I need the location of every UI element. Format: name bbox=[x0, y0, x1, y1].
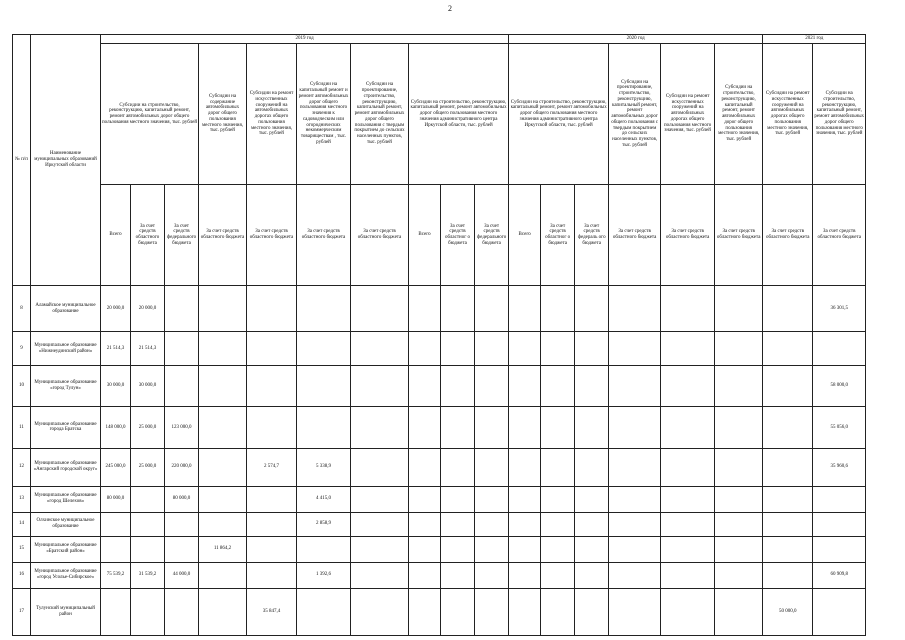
sub-header-federal: За счет средств федераль ого бюджета bbox=[575, 185, 609, 286]
table-row bbox=[13, 536, 866, 562]
amount-cell bbox=[661, 562, 715, 588]
amount-cell bbox=[409, 536, 441, 562]
amount-cell bbox=[715, 588, 763, 635]
amount-cell bbox=[575, 536, 609, 562]
amount-cell bbox=[199, 448, 247, 486]
row-number: 14 bbox=[13, 512, 31, 536]
amount-cell: 44 000,0 bbox=[165, 562, 199, 588]
amount-cell bbox=[131, 512, 165, 536]
group-header-row bbox=[13, 44, 866, 185]
amount-cell bbox=[351, 286, 409, 332]
year-2020-header: 2020 год bbox=[509, 35, 763, 44]
amount-cell bbox=[199, 486, 247, 512]
group-header-5: Субсидии на проектирование, строительство, реконструкцию, капитальный ремонт, ремонт автомобильных дорог общего пользования с твердым покрытием до сельских населенных пунктов, тыс. рублей bbox=[351, 44, 409, 185]
amount-cell bbox=[609, 448, 661, 486]
amount-cell bbox=[409, 512, 441, 536]
amount-cell bbox=[351, 562, 409, 588]
amount-cell bbox=[509, 286, 541, 332]
amount-cell bbox=[509, 486, 541, 512]
amount-cell bbox=[575, 366, 609, 407]
amount-cell: 55 056,0 bbox=[813, 407, 866, 448]
amount-cell bbox=[609, 332, 661, 366]
municipality-name: Муниципальное образование города Братска bbox=[31, 407, 101, 448]
table-row bbox=[13, 286, 866, 332]
amount-cell bbox=[609, 588, 661, 635]
amount-cell bbox=[661, 486, 715, 512]
amount-cell bbox=[351, 448, 409, 486]
table-body bbox=[13, 286, 866, 636]
amount-cell: 25 000,0 bbox=[131, 448, 165, 486]
amount-cell bbox=[475, 332, 509, 366]
amount-cell bbox=[763, 536, 813, 562]
row-number: 13 bbox=[13, 486, 31, 512]
group-header-7: Субсидии на строительство, реконструкцию, капитальный ремонт, ремонт автомобильных дорог общего пользования местного значения административного центра Иркутской области, тыс. рублей bbox=[509, 44, 609, 185]
amount-cell bbox=[101, 512, 131, 536]
amount-cell bbox=[297, 332, 351, 366]
amount-cell bbox=[199, 332, 247, 366]
municipality-name: Олхинское муниципальное образование bbox=[31, 512, 101, 536]
amount-cell bbox=[509, 448, 541, 486]
municipality-name: Аламайское муниципальное образование bbox=[31, 286, 101, 332]
amount-cell: 20 000,0 bbox=[131, 286, 165, 332]
amount-cell bbox=[575, 286, 609, 332]
amount-cell: 20 000,0 bbox=[101, 286, 131, 332]
amount-cell bbox=[609, 536, 661, 562]
amount-cell bbox=[661, 366, 715, 407]
amount-cell bbox=[763, 286, 813, 332]
amount-cell bbox=[247, 512, 297, 536]
amount-cell: 2 858,9 bbox=[297, 512, 351, 536]
amount-cell bbox=[509, 536, 541, 562]
sub-header-federal: За счет средств федерального бюджета bbox=[475, 185, 509, 286]
amount-cell bbox=[609, 562, 661, 588]
amount-cell bbox=[509, 562, 541, 588]
amount-cell bbox=[661, 588, 715, 635]
amount-cell: 4 415,0 bbox=[297, 486, 351, 512]
table-row bbox=[13, 332, 866, 366]
col-no-header: № п/п bbox=[13, 35, 31, 286]
amount-cell bbox=[247, 536, 297, 562]
amount-cell bbox=[763, 486, 813, 512]
amount-cell bbox=[165, 332, 199, 366]
amount-cell bbox=[609, 407, 661, 448]
amount-cell: 2 574,7 bbox=[247, 448, 297, 486]
amount-cell bbox=[575, 448, 609, 486]
amount-cell bbox=[101, 536, 131, 562]
col-name-header: Наименование муниципальных образований Иркутской области bbox=[31, 35, 101, 286]
amount-cell: 21 514,3 bbox=[101, 332, 131, 366]
amount-cell bbox=[715, 407, 763, 448]
amount-cell bbox=[661, 286, 715, 332]
amount-cell bbox=[297, 536, 351, 562]
amount-cell bbox=[575, 332, 609, 366]
amount-cell bbox=[609, 486, 661, 512]
amount-cell bbox=[715, 286, 763, 332]
amount-cell bbox=[575, 512, 609, 536]
amount-cell bbox=[541, 448, 575, 486]
group-header-4: Субсидии на капитальный ремонт и ремонт автомобильных дорог общего пользования местного значения к садоводческим или огороднических некоммерческим товариществам , тыс. рублей bbox=[297, 44, 351, 185]
amount-cell bbox=[199, 286, 247, 332]
sub-header-regional: За счет средств областного бюджета bbox=[199, 185, 247, 286]
amount-cell bbox=[813, 332, 866, 366]
amount-cell bbox=[661, 407, 715, 448]
group-header-2: Субсидии на содержание автомобильных дорог общего пользования местного значения, тыс. рублей bbox=[199, 44, 247, 185]
amount-cell: 35 960,6 bbox=[813, 448, 866, 486]
amount-cell bbox=[661, 512, 715, 536]
amount-cell bbox=[609, 512, 661, 536]
municipality-name: Муниципальное образование «город Усолье-Сибирское» bbox=[31, 562, 101, 588]
amount-cell bbox=[575, 486, 609, 512]
amount-cell bbox=[715, 448, 763, 486]
amount-cell bbox=[509, 332, 541, 366]
amount-cell: 1 392,6 bbox=[297, 562, 351, 588]
amount-cell bbox=[409, 448, 441, 486]
sub-header-federal: За счет средств федерального бюджета bbox=[165, 185, 199, 286]
amount-cell bbox=[199, 588, 247, 635]
amount-cell bbox=[441, 562, 475, 588]
amount-cell: 5 338,9 bbox=[297, 448, 351, 486]
row-number: 10 bbox=[13, 366, 31, 407]
amount-cell bbox=[541, 486, 575, 512]
amount-cell bbox=[813, 588, 866, 635]
amount-cell bbox=[661, 448, 715, 486]
amount-cell bbox=[509, 588, 541, 635]
sub-header-regional: За счет средств областног о бюджета bbox=[441, 185, 475, 286]
group-header-3: Субсидии на ремонт искусственных сооружений на автомобильных дорогах общего пользования местного значения, тыс. рублей bbox=[247, 44, 297, 185]
table-row bbox=[13, 512, 866, 536]
amount-cell bbox=[509, 512, 541, 536]
amount-cell bbox=[297, 286, 351, 332]
amount-cell bbox=[715, 366, 763, 407]
group-header-12: Субсидии на строительство, реконструкцию, капитальный ремонт, ремонт автомобильных дорог общего пользования местного значения, тыс. рублей bbox=[813, 44, 866, 185]
amount-cell: 80 000,0 bbox=[165, 486, 199, 512]
amount-cell: 36 301,5 bbox=[813, 286, 866, 332]
amount-cell bbox=[441, 286, 475, 332]
amount-cell bbox=[661, 332, 715, 366]
amount-cell bbox=[609, 286, 661, 332]
amount-cell bbox=[763, 512, 813, 536]
row-number: 11 bbox=[13, 407, 31, 448]
amount-cell bbox=[351, 588, 409, 635]
group-header-10: Субсидии на строительство, реконструкцию, капитальный ремонт, ремонт автомобильных дорог общего пользования местного значения, тыс. рублей bbox=[715, 44, 763, 185]
sub-header-regional: За счет средств областного бюджета bbox=[609, 185, 661, 286]
amount-cell bbox=[165, 536, 199, 562]
amount-cell bbox=[509, 407, 541, 448]
amount-cell bbox=[409, 332, 441, 366]
amount-cell bbox=[763, 332, 813, 366]
amount-cell: 220 000,0 bbox=[165, 448, 199, 486]
amount-cell: 31 539,2 bbox=[131, 562, 165, 588]
amount-cell: 123 000,0 bbox=[165, 407, 199, 448]
amount-cell bbox=[247, 332, 297, 366]
amount-cell: 50 000,0 bbox=[763, 588, 813, 635]
year-2019-header: 2019 год bbox=[101, 35, 509, 44]
amount-cell bbox=[409, 486, 441, 512]
amount-cell bbox=[409, 407, 441, 448]
amount-cell bbox=[165, 286, 199, 332]
group-header-9: Субсидии на ремонт искусственных сооружений на автомобильных дорогах общего пользования местного значения, тыс. рублей bbox=[661, 44, 715, 185]
sub-header-regional: За счет средств областного бюджета bbox=[813, 185, 866, 286]
amount-cell bbox=[351, 366, 409, 407]
group-header-8: Субсидии на проектирование, строительство, реконструкцию, капитальный ремонт, ремонт автомобильных дорог общего пользования с твердым покрытием до сельских населенных пунктов, тыс. рублей bbox=[609, 44, 661, 185]
amount-cell bbox=[441, 588, 475, 635]
amount-cell bbox=[715, 332, 763, 366]
amount-cell bbox=[409, 562, 441, 588]
amount-cell bbox=[715, 512, 763, 536]
row-number: 12 bbox=[13, 448, 31, 486]
sub-header-regional: За счет средств областного бюджета bbox=[131, 185, 165, 286]
amount-cell bbox=[441, 512, 475, 536]
amount-cell bbox=[441, 536, 475, 562]
amount-cell bbox=[131, 486, 165, 512]
amount-cell: 11 864,2 bbox=[199, 536, 247, 562]
amount-cell bbox=[297, 588, 351, 635]
amount-cell bbox=[715, 562, 763, 588]
amount-cell: 148 000,0 bbox=[101, 407, 131, 448]
group-header-6: Субсидии на строительство, реконструкцию, капитальный ремонт, ремонт автомобильных дорог общего пользования местного значения административного центра Иркутской области, тыс. рублей bbox=[409, 44, 509, 185]
table-row bbox=[13, 562, 866, 588]
amount-cell bbox=[409, 366, 441, 407]
amount-cell bbox=[541, 366, 575, 407]
sub-header-regional: За счет средств областного бюджета bbox=[715, 185, 763, 286]
year-header-row bbox=[13, 35, 866, 44]
row-number: 17 bbox=[13, 588, 31, 635]
amount-cell bbox=[475, 366, 509, 407]
table-row bbox=[13, 588, 866, 635]
amount-cell: 80 000,0 bbox=[101, 486, 131, 512]
amount-cell: 21 514,3 bbox=[131, 332, 165, 366]
sub-header-regional: За счет средств областного бюджета bbox=[297, 185, 351, 286]
amount-cell: 245 000,0 bbox=[101, 448, 131, 486]
amount-cell bbox=[541, 286, 575, 332]
amount-cell: 30 000,0 bbox=[131, 366, 165, 407]
sub-header-row bbox=[13, 185, 866, 286]
sub-header-total: Всего bbox=[101, 185, 131, 286]
row-number: 16 bbox=[13, 562, 31, 588]
amount-cell bbox=[247, 366, 297, 407]
amount-cell bbox=[763, 407, 813, 448]
amount-cell: 25 000,0 bbox=[131, 407, 165, 448]
amount-cell bbox=[165, 588, 199, 635]
amount-cell bbox=[541, 512, 575, 536]
amount-cell bbox=[441, 366, 475, 407]
amount-cell bbox=[541, 407, 575, 448]
municipality-name: Муниципальное образование «Ангарский городской округ» bbox=[31, 448, 101, 486]
amount-cell bbox=[475, 286, 509, 332]
amount-cell bbox=[813, 536, 866, 562]
amount-cell bbox=[247, 562, 297, 588]
amount-cell bbox=[609, 366, 661, 407]
amount-cell bbox=[131, 588, 165, 635]
amount-cell bbox=[813, 486, 866, 512]
amount-cell bbox=[351, 486, 409, 512]
amount-cell bbox=[297, 407, 351, 448]
amount-cell bbox=[247, 486, 297, 512]
amount-cell bbox=[351, 407, 409, 448]
amount-cell: 30 000,0 bbox=[101, 366, 131, 407]
sub-header-regional: За счет средств областного бюджета bbox=[351, 185, 409, 286]
amount-cell: 58 000,0 bbox=[813, 366, 866, 407]
amount-cell bbox=[475, 512, 509, 536]
table-row bbox=[13, 366, 866, 407]
amount-cell bbox=[541, 332, 575, 366]
amount-cell: 35 847,4 bbox=[247, 588, 297, 635]
amount-cell bbox=[475, 536, 509, 562]
amount-cell bbox=[441, 407, 475, 448]
amount-cell bbox=[165, 366, 199, 407]
amount-cell bbox=[101, 588, 131, 635]
amount-cell bbox=[575, 588, 609, 635]
amount-cell bbox=[541, 588, 575, 635]
amount-cell bbox=[661, 536, 715, 562]
table-row bbox=[13, 486, 866, 512]
municipality-name: Муниципальное образование «город Шелехов» bbox=[31, 486, 101, 512]
row-number: 15 bbox=[13, 536, 31, 562]
amount-cell bbox=[441, 448, 475, 486]
amount-cell bbox=[475, 486, 509, 512]
amount-cell bbox=[575, 407, 609, 448]
amount-cell bbox=[475, 588, 509, 635]
group-header-1: Субсидии на строительство, реконструкцию, капитальный ремонт, ремонт автомобильных дорог общего пользования местного значения, тыс. рублей bbox=[101, 44, 199, 185]
municipality-name: Тулунский муниципальный район bbox=[31, 588, 101, 635]
amount-cell bbox=[509, 366, 541, 407]
group-header-11: Субсидии на ремонт искусственных сооружений на автомобильных дорогах общего пользования местного значения, тыс. рублей bbox=[763, 44, 813, 185]
amount-cell bbox=[297, 366, 351, 407]
page-number: 2 bbox=[448, 4, 452, 13]
amount-cell bbox=[351, 536, 409, 562]
amount-cell bbox=[575, 562, 609, 588]
year-2021-header: 2021 год bbox=[763, 35, 866, 44]
amount-cell bbox=[475, 448, 509, 486]
amount-cell bbox=[165, 512, 199, 536]
table-row bbox=[13, 407, 866, 448]
amount-cell bbox=[541, 536, 575, 562]
amount-cell bbox=[199, 562, 247, 588]
municipality-name: Муниципальное образование «город Тулун» bbox=[31, 366, 101, 407]
amount-cell bbox=[247, 286, 297, 332]
amount-cell bbox=[441, 332, 475, 366]
municipality-name: Муниципальное образование «Братский район» bbox=[31, 536, 101, 562]
amount-cell bbox=[351, 512, 409, 536]
amount-cell bbox=[715, 536, 763, 562]
sub-header-regional: За счет средств областного бюджета bbox=[763, 185, 813, 286]
amount-cell: 60 909,8 bbox=[813, 562, 866, 588]
amount-cell bbox=[247, 407, 297, 448]
amount-cell bbox=[763, 448, 813, 486]
amount-cell bbox=[475, 407, 509, 448]
row-number: 9 bbox=[13, 332, 31, 366]
amount-cell bbox=[409, 588, 441, 635]
municipality-name: Муниципальное образование «Нижнеудинский район» bbox=[31, 332, 101, 366]
amount-cell bbox=[351, 332, 409, 366]
sub-header-regional: За счет средств областного бюджета bbox=[247, 185, 297, 286]
amount-cell bbox=[715, 486, 763, 512]
table-row bbox=[13, 448, 866, 486]
amount-cell bbox=[541, 562, 575, 588]
amount-cell bbox=[441, 486, 475, 512]
sub-header-regional: За счет средств областног о бюджета bbox=[541, 185, 575, 286]
amount-cell bbox=[763, 562, 813, 588]
sub-header-total: Всего bbox=[409, 185, 441, 286]
row-number: 8 bbox=[13, 286, 31, 332]
amount-cell: 75 539,2 bbox=[101, 562, 131, 588]
sub-header-total: Всего bbox=[509, 185, 541, 286]
amount-cell bbox=[131, 536, 165, 562]
amount-cell bbox=[475, 562, 509, 588]
subsidy-table bbox=[12, 34, 866, 636]
amount-cell bbox=[409, 286, 441, 332]
amount-cell bbox=[199, 512, 247, 536]
amount-cell bbox=[199, 407, 247, 448]
amount-cell bbox=[763, 366, 813, 407]
amount-cell bbox=[813, 512, 866, 536]
amount-cell bbox=[199, 366, 247, 407]
sub-header-regional: За счет средств областного бюджета bbox=[661, 185, 715, 286]
